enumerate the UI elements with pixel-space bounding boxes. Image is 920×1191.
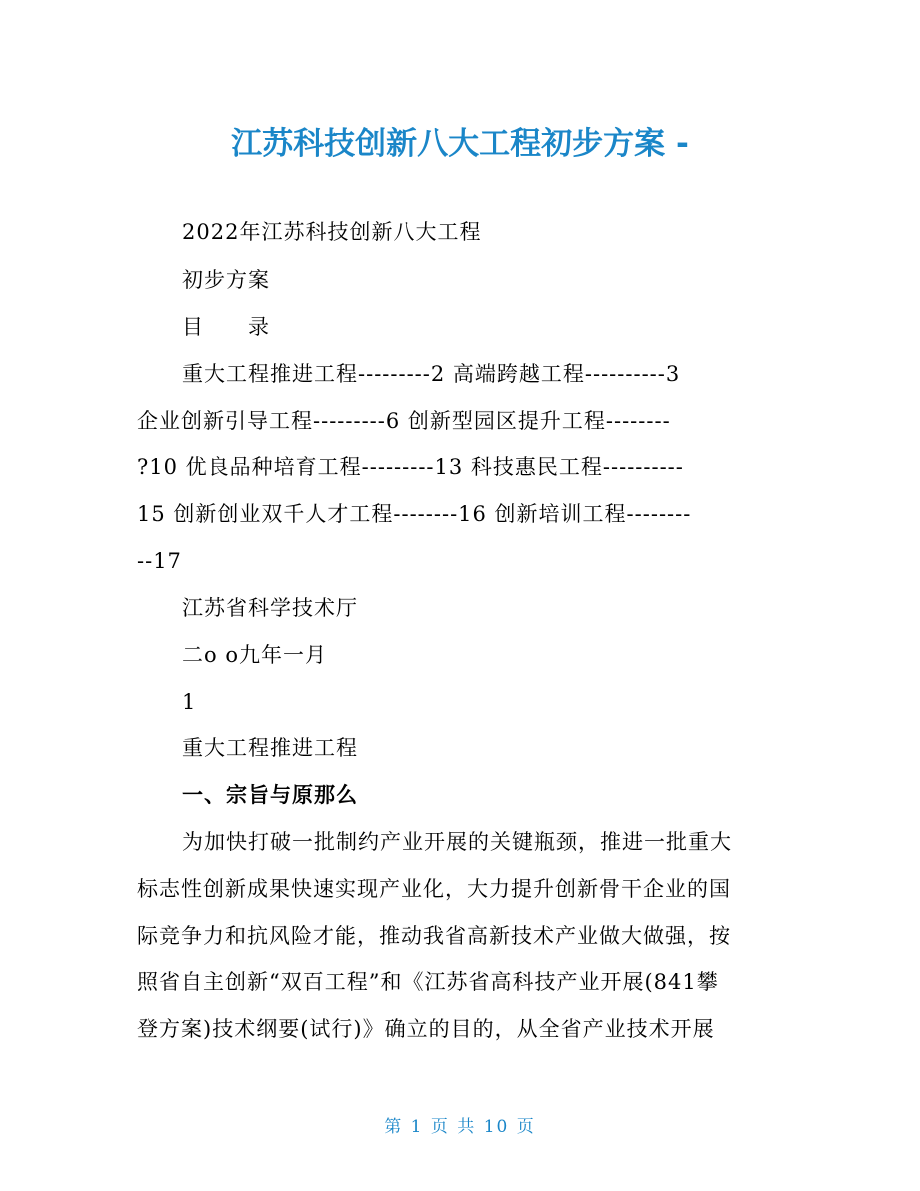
- toc-line: --17: [137, 549, 182, 573]
- year-title-line: 2022年江苏科技创新八大工程: [182, 220, 482, 244]
- section-title: 重大工程推进工程: [182, 736, 358, 760]
- date-line: 二o o九年一月: [182, 643, 327, 667]
- page-footer: 第 1 页 共 10 页: [384, 1117, 536, 1137]
- body-line: 为加快打破一批制约产业开展的关键瓶颈，推进一批重大: [182, 830, 732, 854]
- document-title: 江苏科技创新八大工程初步方案 -: [231, 126, 689, 162]
- body-line: 际竞争力和抗风险才能，推动我省高新技术产业做大做强，按: [137, 924, 731, 948]
- toc-line: 15 创新创业双千人才工程--------16 创新培训工程--------: [137, 502, 692, 526]
- toc-line: 重大工程推进工程---------2 高端跨越工程----------3: [182, 362, 681, 386]
- subsection-title: 一、宗旨与原那么: [182, 782, 358, 807]
- subtitle-line: 初步方案: [182, 268, 270, 292]
- body-line: 登方案)技术纲要(试行)》确立的目的，从全省产业技术开展: [137, 1017, 715, 1041]
- toc-heading: 目 录: [182, 315, 270, 339]
- body-line: 照省自主创新“双百工程”和《江苏省高科技产业开展(841攀: [137, 970, 719, 994]
- toc-line: 企业创新引导工程---------6 创新型园区提升工程--------: [137, 409, 671, 433]
- page-marker: 1: [182, 690, 197, 714]
- body-line: 标志性创新成果快速实现产业化，大力提升创新骨干企业的国: [137, 877, 731, 901]
- issuer-line: 江苏省科学技术厅: [182, 596, 358, 620]
- toc-line: ?10 优良品种培育工程---------13 科技惠民工程----------: [137, 455, 684, 479]
